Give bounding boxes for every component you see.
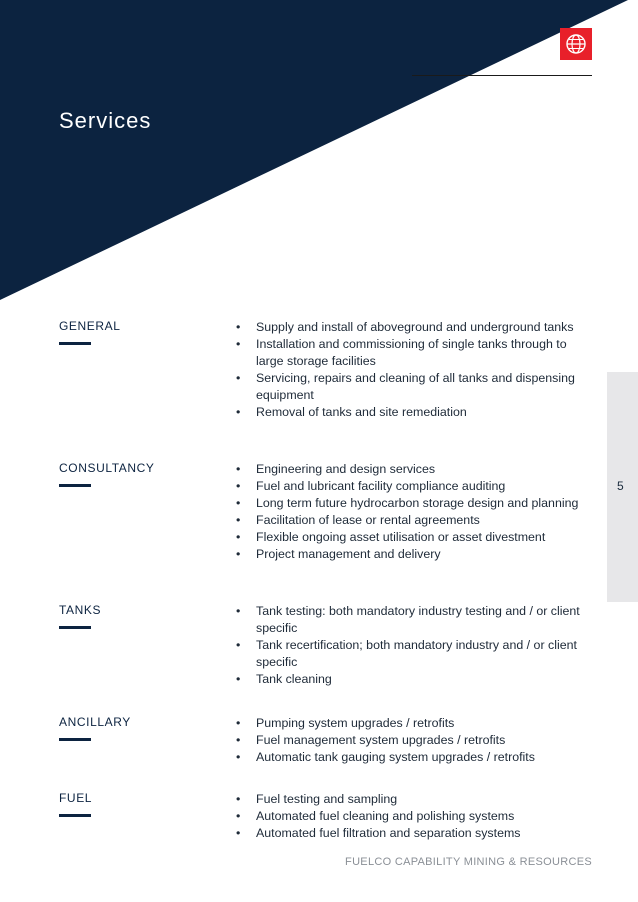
list-item: • Flexible ongoing asset utilisation or asset divestment — [236, 529, 586, 546]
list-item: • Servicing, repairs and cleaning of all tanks and dispensing equipment — [236, 370, 586, 404]
section-bar — [59, 484, 91, 487]
section-list — [236, 461, 586, 563]
list-item: • Removal of tanks and site remediation — [236, 404, 586, 421]
list-item: • Fuel and lubricant facility compliance auditing — [236, 478, 586, 495]
list-item: • Automated fuel filtration and separation systems — [236, 825, 586, 842]
list-item: • Engineering and design services — [236, 461, 586, 478]
list-item: • Installation and commissioning of single tanks through to large storage facilities — [236, 336, 586, 370]
list-item: • Facilitation of lease or rental agreements — [236, 512, 586, 529]
list-item: • Fuel testing and sampling — [236, 791, 586, 808]
list-item: • Fuel management system upgrades / retrofits — [236, 732, 586, 749]
globe-icon — [560, 28, 592, 60]
list-item: • Automated fuel cleaning and polishing systems — [236, 808, 586, 825]
section-label: CONSULTANCY — [59, 461, 155, 475]
list-item: • Project management and delivery — [236, 546, 586, 563]
list-item: • Supply and install of aboveground and underground tanks — [236, 319, 586, 336]
section-label: ANCILLARY — [59, 715, 131, 729]
section-bar — [59, 814, 91, 817]
list-item: • Tank recertification; both mandatory industry and / or client specific — [236, 637, 586, 671]
page-number: 5 — [617, 479, 624, 493]
section-list — [236, 791, 586, 842]
section-bar — [59, 626, 91, 629]
section-list — [236, 715, 586, 766]
list-item: • Long term future hydrocarbon storage design and planning — [236, 495, 586, 512]
list-item: • Tank cleaning — [236, 671, 586, 688]
section-list — [236, 319, 586, 421]
page-title: Services — [59, 108, 152, 133]
section-bar — [59, 342, 91, 345]
section-label: TANKS — [59, 603, 102, 617]
section-label: GENERAL — [59, 319, 121, 333]
section-label: FUEL — [59, 791, 93, 805]
section-list — [236, 603, 586, 688]
footer-text: FUELCO CAPABILITY MINING & RESOURCES — [345, 856, 592, 868]
list-item: • Pumping system upgrades / retrofits — [236, 715, 586, 732]
list-item: • Automatic tank gauging system upgrades / retrofits — [236, 749, 586, 766]
header-rule — [412, 75, 592, 76]
section-bar — [59, 738, 91, 741]
list-item: • Tank testing: both mandatory industry testing and / or client specific — [236, 603, 586, 637]
